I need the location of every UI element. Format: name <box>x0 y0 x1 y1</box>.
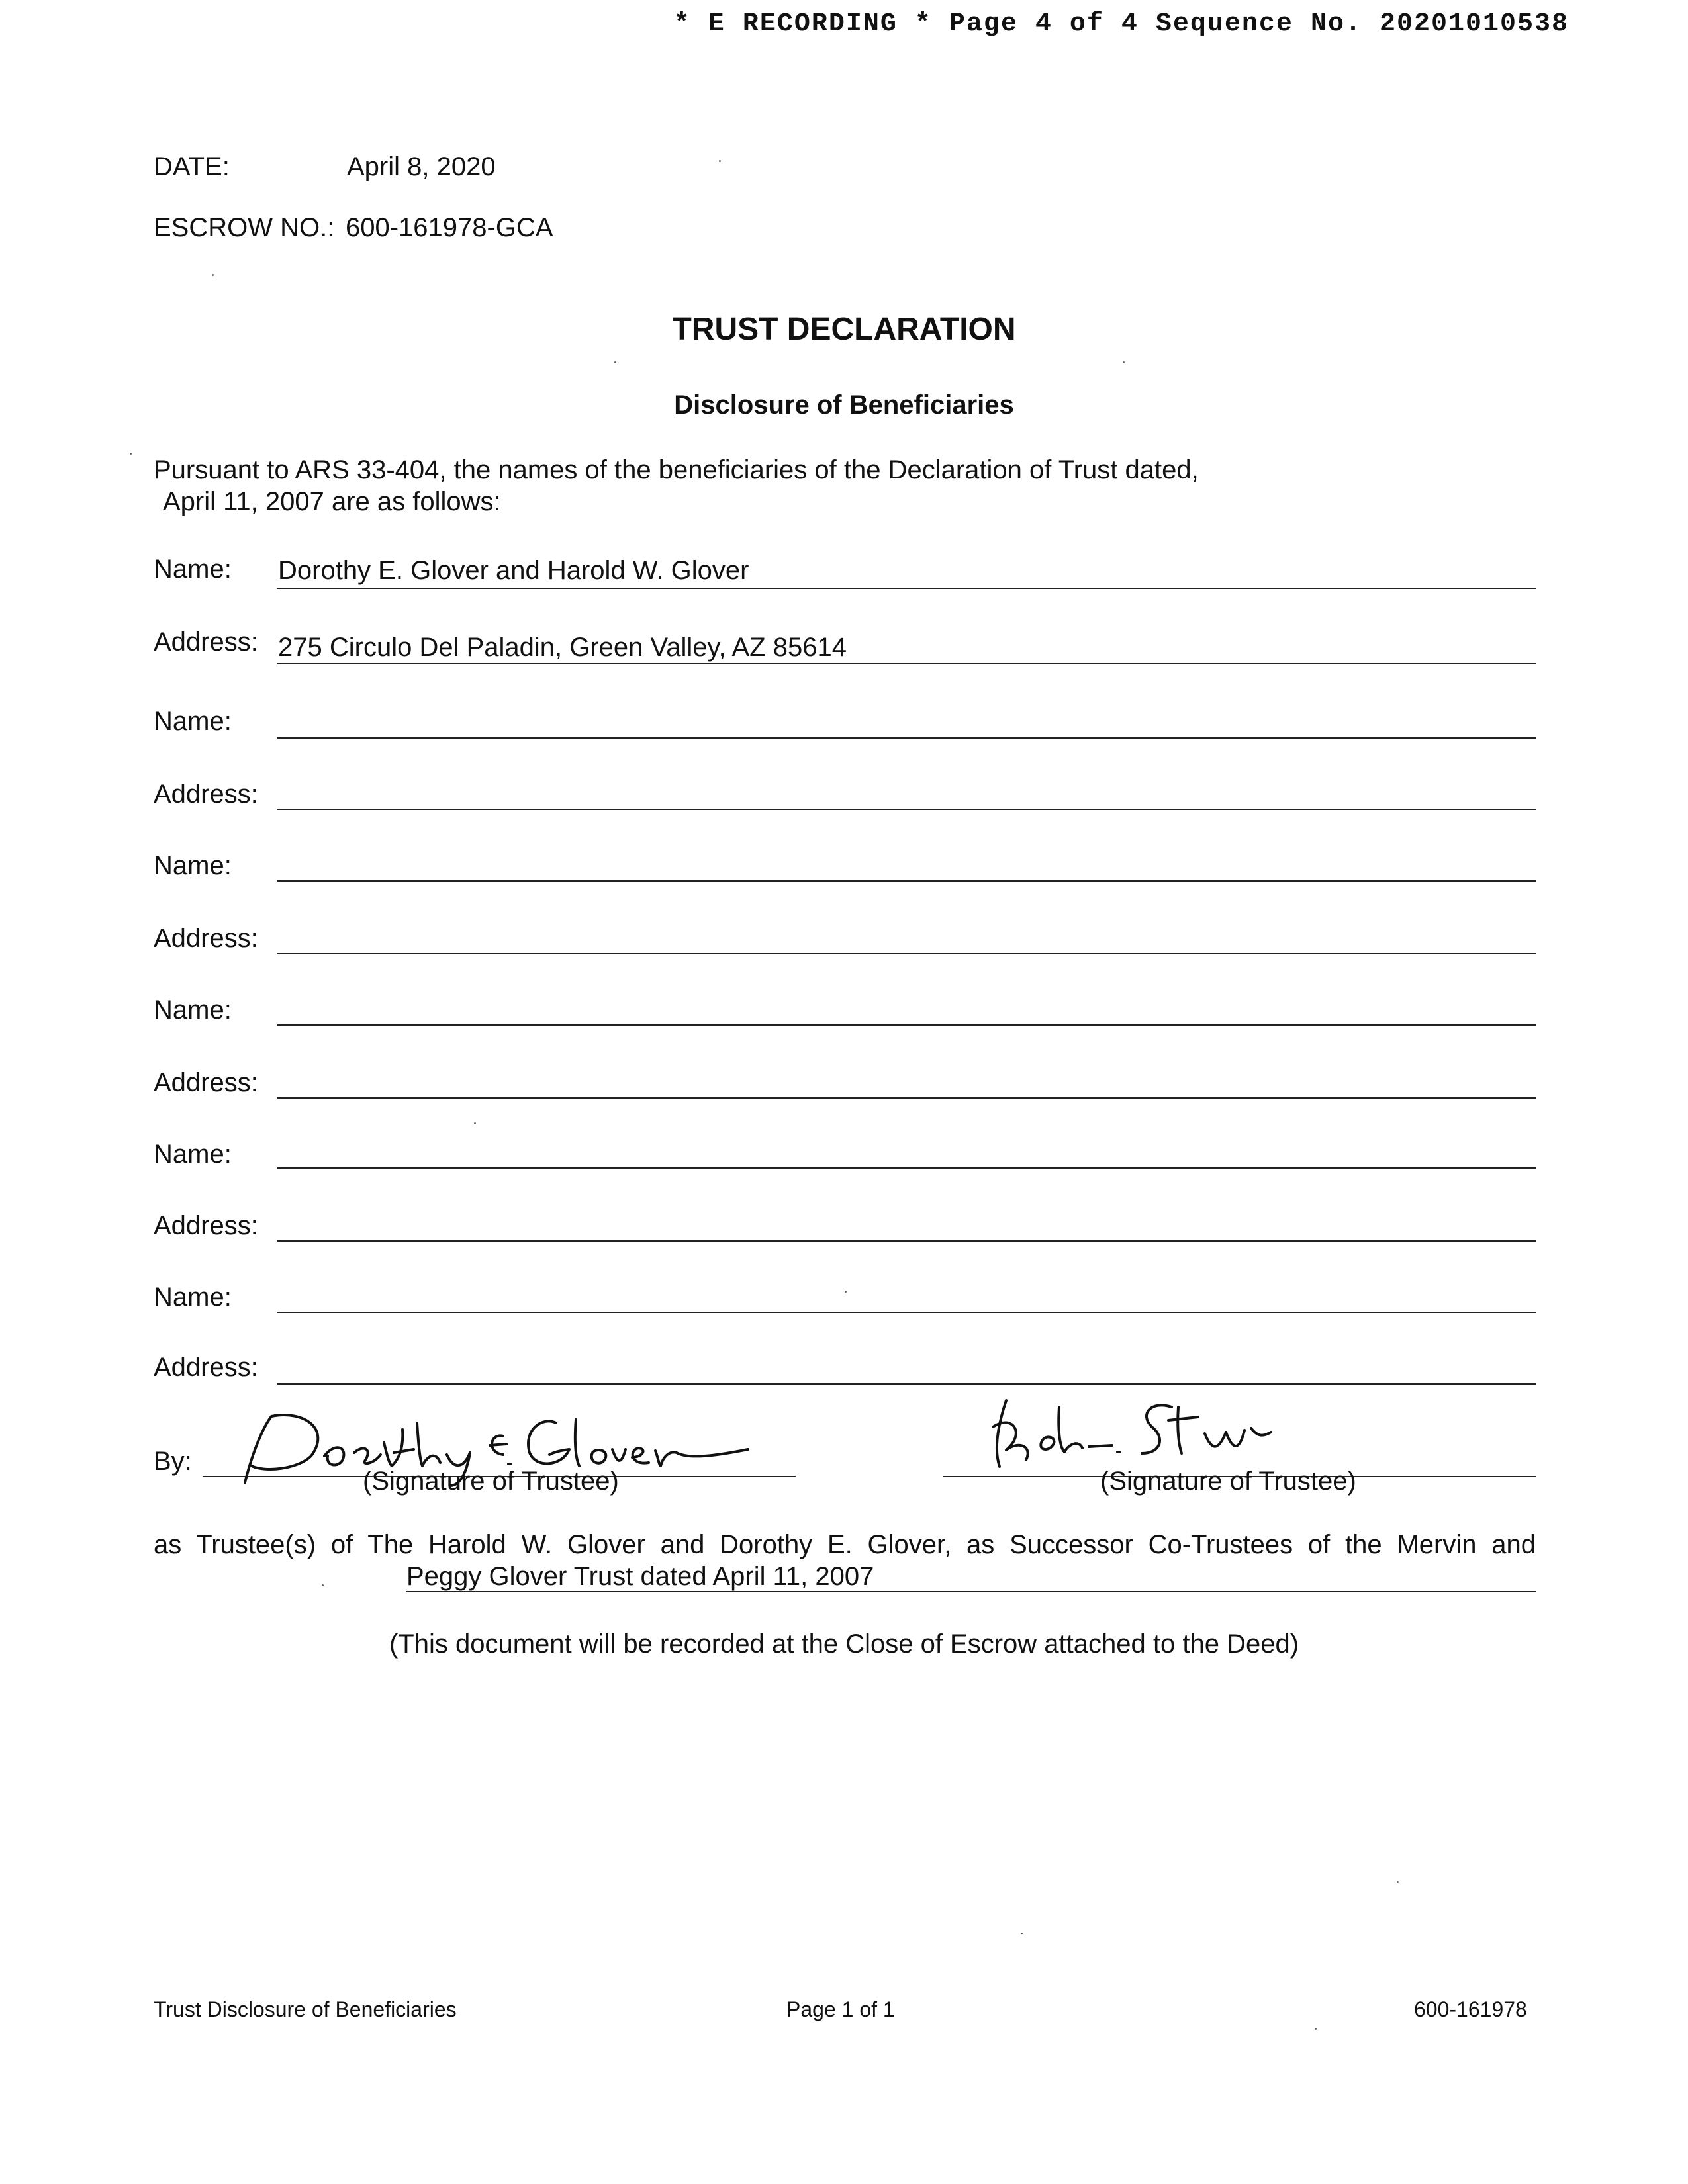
beneficiary-1-name: Dorothy E. Glover and Harold W. Glover <box>278 556 749 585</box>
beneficiary-6-name-line <box>277 1312 1536 1313</box>
beneficiary-1-name-label: Name: <box>154 555 232 584</box>
by-label: By: <box>154 1447 192 1476</box>
beneficiary-3-name-label: Name: <box>154 851 232 880</box>
signature-caption-right: (Signature of Trustee) <box>1100 1467 1356 1496</box>
scan-speck <box>1021 1933 1023 1934</box>
beneficiary-2-name-label: Name: <box>154 707 232 736</box>
date-label: DATE: <box>154 152 230 181</box>
beneficiary-6-name-label: Name: <box>154 1283 232 1312</box>
scan-speck <box>1123 361 1125 363</box>
scan-speck <box>322 1584 324 1586</box>
beneficiary-6-address-label: Address: <box>154 1353 258 1382</box>
date-value: April 8, 2020 <box>347 152 496 181</box>
beneficiary-1-name-line <box>277 588 1536 589</box>
escrow-label: ESCROW NO.: <box>154 213 335 242</box>
trustee-line-2: Peggy Glover Trust dated April 11, 2007 <box>406 1562 874 1591</box>
scan-speck <box>1397 1881 1399 1883</box>
beneficiary-3-name-line <box>277 880 1536 882</box>
signature-caption-left: (Signature of Trustee) <box>363 1467 619 1496</box>
beneficiary-6-address-line <box>277 1383 1536 1385</box>
intro-line-1: Pursuant to ARS 33-404, the names of the beneficiaries of the Declaration of Trust dated, <box>154 455 1199 484</box>
scan-speck <box>719 160 721 162</box>
beneficiary-4-address-line <box>277 1097 1536 1099</box>
footer-left: Trust Disclosure of Beneficiaries <box>154 1997 457 2021</box>
beneficiary-4-address-label: Address: <box>154 1068 258 1097</box>
beneficiary-1-address: 275 Circulo Del Paladin, Green Valley, AZ 85614 <box>278 633 847 662</box>
beneficiary-5-name-label: Name: <box>154 1140 232 1169</box>
beneficiary-2-name-line <box>277 737 1536 739</box>
beneficiary-1-address-label: Address: <box>154 627 258 657</box>
trustee-signature-right <box>980 1387 1350 1480</box>
scan-speck <box>845 1291 847 1293</box>
beneficiary-3-address-line <box>277 953 1536 954</box>
beneficiary-5-address-line <box>277 1240 1536 1242</box>
scan-speck <box>614 361 616 363</box>
beneficiary-4-name-line <box>277 1024 1536 1026</box>
document-subtitle: Disclosure of Beneficiaries <box>674 390 1014 420</box>
beneficiary-4-name-label: Name: <box>154 995 232 1024</box>
beneficiary-5-name-line <box>277 1167 1536 1169</box>
scan-speck <box>212 274 214 276</box>
trustee-line-2-underline <box>406 1591 1536 1592</box>
footer-escrow-number: 600-161978 <box>1414 1997 1527 2021</box>
recording-header: * E RECORDING * Page 4 of 4 Sequence No. 20201010538 <box>673 9 1569 39</box>
trustee-line-1: as Trustee(s) of The Harold W. Glover and Dorothy E. Glover, as Successor Co-Trustees of the Mervin and <box>154 1530 1536 1559</box>
beneficiary-2-address-line <box>277 809 1536 810</box>
beneficiary-2-address-label: Address: <box>154 780 258 809</box>
scan-speck <box>1315 2028 1317 2030</box>
beneficiary-5-address-label: Address: <box>154 1211 258 1240</box>
document-title: TRUST DECLARATION <box>672 312 1016 347</box>
scan-speck <box>130 453 132 455</box>
scan-speck <box>474 1122 476 1124</box>
beneficiary-3-address-label: Address: <box>154 924 258 953</box>
recorded-note: (This document will be recorded at the Close of Escrow attached to the Deed) <box>389 1629 1299 1659</box>
footer-page-number: Page 1 of 1 <box>786 1997 895 2021</box>
intro-line-2: April 11, 2007 are as follows: <box>163 487 501 516</box>
escrow-value: 600-161978-GCA <box>346 213 553 242</box>
beneficiary-1-address-line <box>277 663 1536 664</box>
